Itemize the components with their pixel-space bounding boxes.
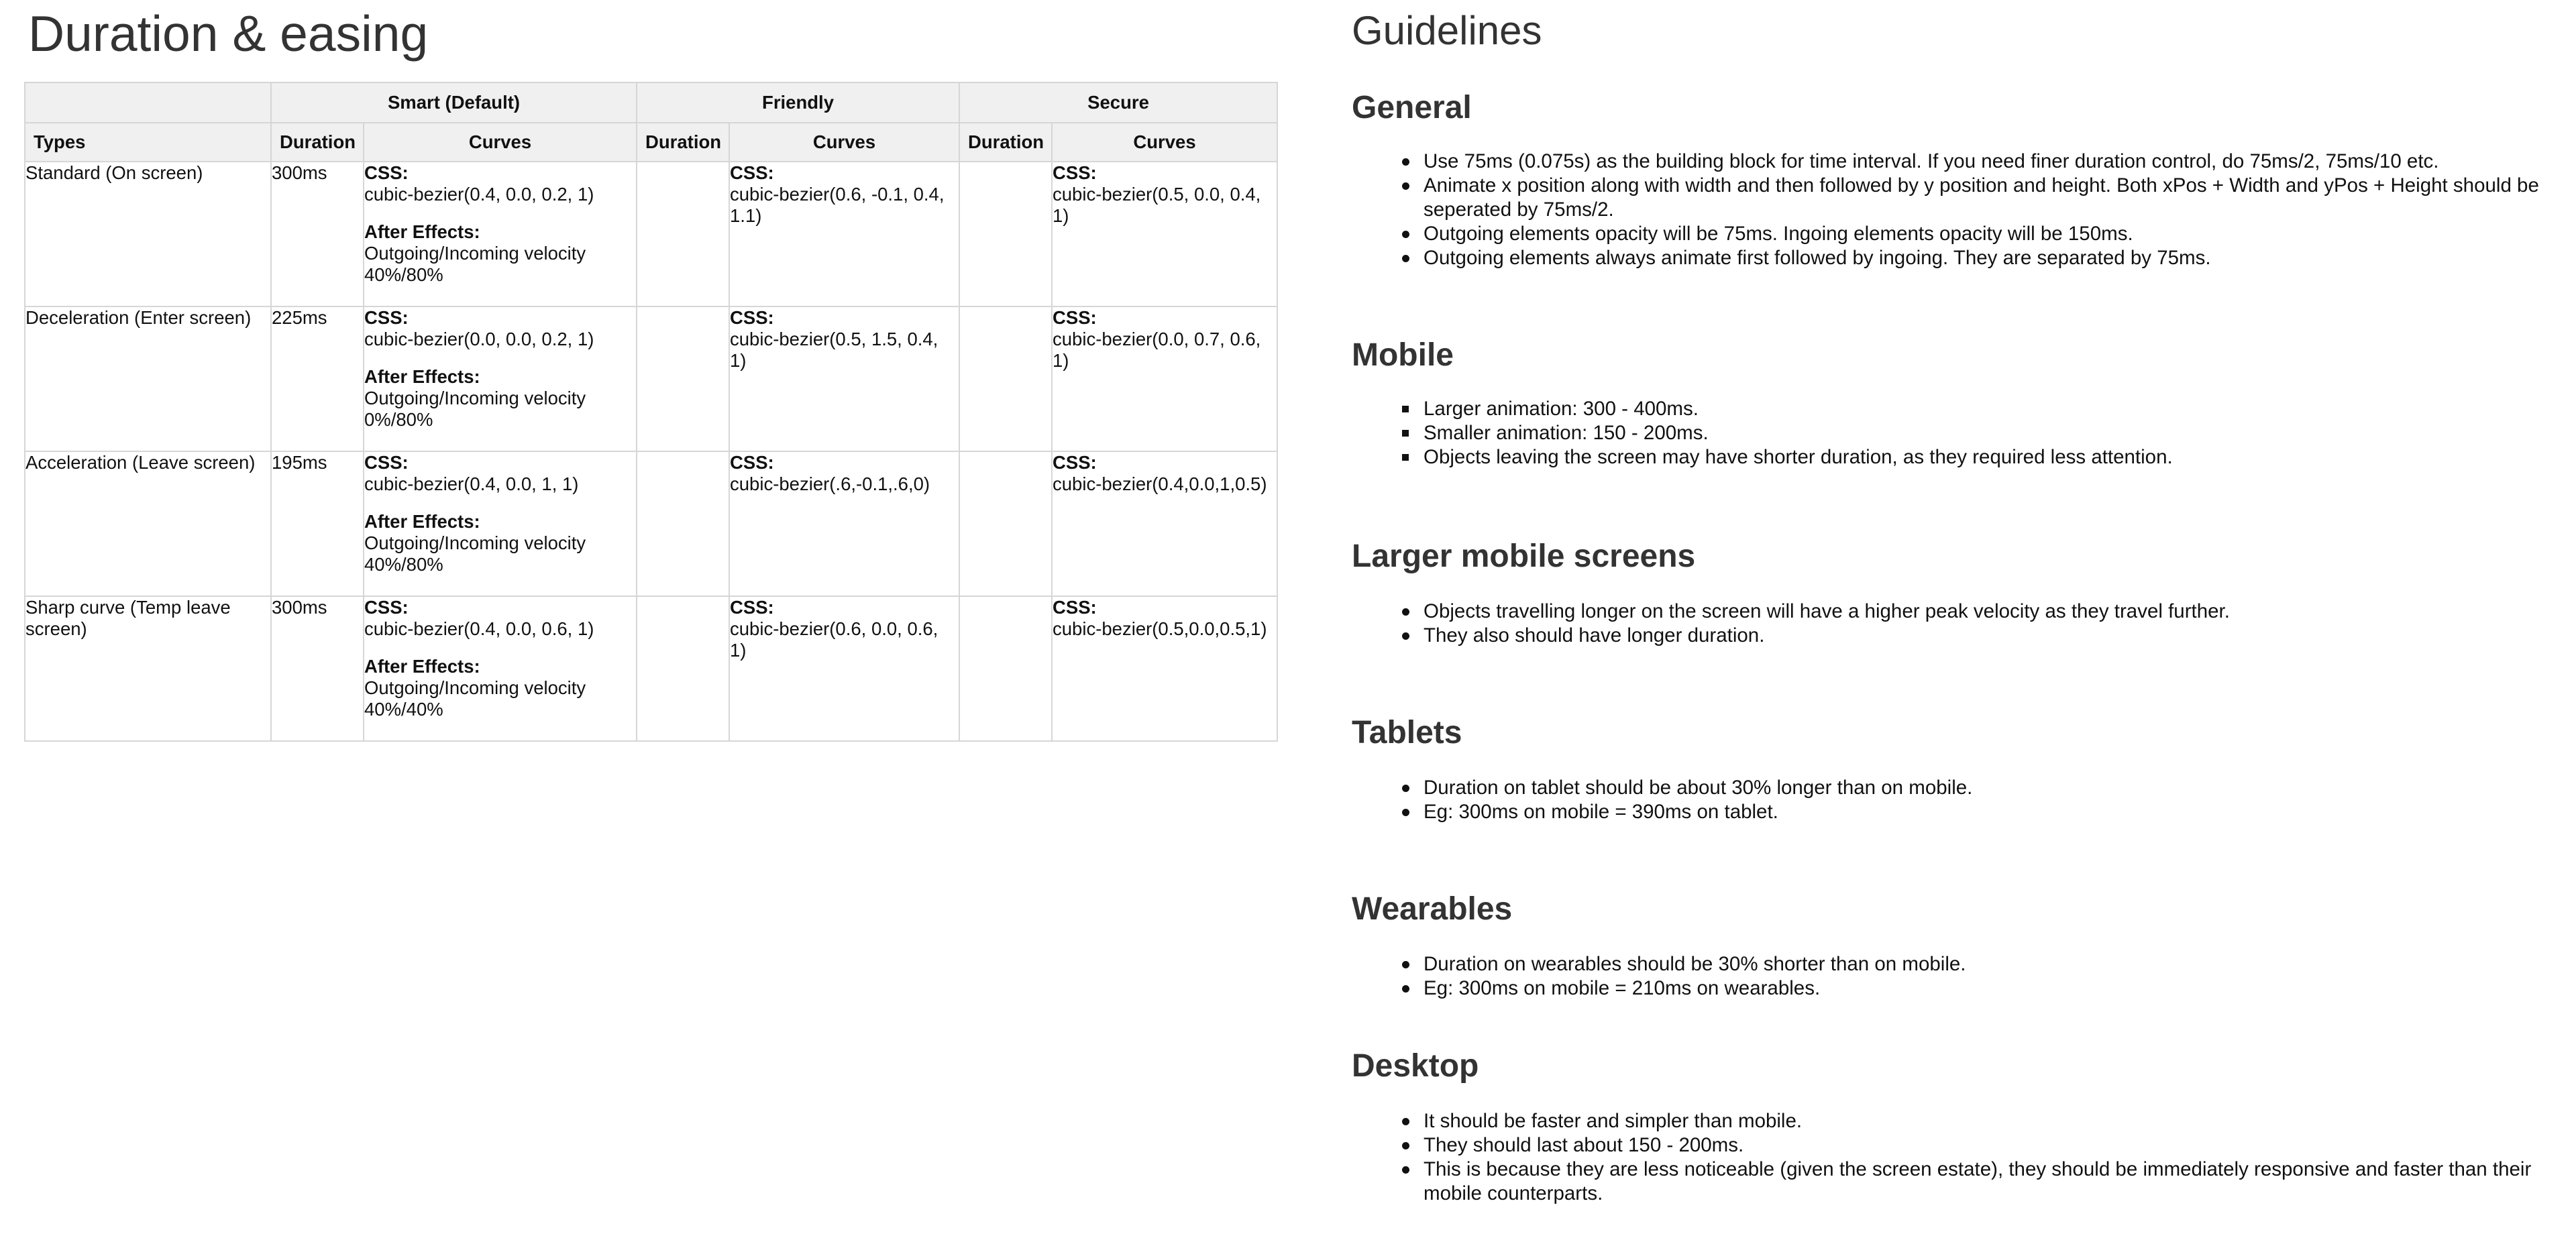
column-header-curves: Curves <box>729 123 959 162</box>
column-header-duration: Duration <box>271 123 364 162</box>
after-effects-velocity: 40%/40% <box>364 699 443 720</box>
css-value: cubic-bezier(0.5,0.0,0.5,1) <box>1053 618 1267 639</box>
bullet-icon <box>1402 785 1409 792</box>
bullet-icon <box>1402 1166 1409 1174</box>
bullet-list <box>1352 397 2559 469</box>
friendly-curves-cell <box>729 596 959 741</box>
smart-curves-cell <box>364 306 637 451</box>
secure-curves-cell <box>1052 306 1277 451</box>
square-bullet-icon <box>1402 430 1409 437</box>
secure-curves-cell <box>1052 451 1277 596</box>
css-label: CSS: <box>730 597 774 618</box>
section-heading: Wearables <box>1352 891 1513 927</box>
css-label: CSS: <box>1053 307 1097 328</box>
section-heading: Larger mobile screens <box>1352 539 1696 574</box>
page-title: Duration & easing <box>28 5 429 62</box>
bullet-icon <box>1402 608 1409 616</box>
list-item <box>1352 222 2559 246</box>
css-value: cubic-bezier(0.0, 0.0, 0.2, 1) <box>364 329 594 349</box>
table-row <box>25 596 1277 741</box>
list-item-text: Objects leaving the screen may have shorter duration, as they required less attention. <box>1424 446 2173 468</box>
section-wearables <box>1352 889 2559 1001</box>
list-item <box>1352 1158 2559 1206</box>
css-label: CSS: <box>364 307 409 328</box>
column-header-duration: Duration <box>959 123 1052 162</box>
secure-curves-cell <box>1052 162 1277 306</box>
list-item <box>1352 1133 2559 1158</box>
bullet-list <box>1352 1109 2559 1206</box>
list-item <box>1352 624 2559 648</box>
friendly-curves-cell <box>729 162 959 306</box>
list-item <box>1352 952 2559 976</box>
css-label: CSS: <box>364 162 409 183</box>
secure-curves-cell <box>1052 596 1277 741</box>
css-value: cubic-bezier(0.4, 0.0, 0.2, 1) <box>364 184 594 205</box>
css-label: CSS: <box>1053 452 1097 473</box>
list-item-text: Duration on wearables should be 30% shorter than on mobile. <box>1424 953 1966 975</box>
list-item-text: They should last about 150 - 200ms. <box>1424 1134 1744 1156</box>
secure-duration-cell <box>959 596 1052 741</box>
type-cell: Standard (On screen) <box>25 162 271 306</box>
table-row <box>25 306 1277 451</box>
list-item-text: Objects travelling longer on the screen will have a higher peak velocity as they travel further. <box>1424 600 2230 622</box>
css-label: CSS: <box>1053 597 1097 618</box>
list-item <box>1352 445 2559 469</box>
css-label: CSS: <box>364 452 409 473</box>
css-value: cubic-bezier(0.0, 0.7, 0.6, 1) <box>1053 329 1261 371</box>
css-value: cubic-bezier(0.6, 0.0, 0.6, 1) <box>730 618 938 661</box>
bullet-icon <box>1402 1118 1409 1125</box>
section-general <box>1352 88 2559 270</box>
bullet-icon <box>1402 985 1409 993</box>
list-item <box>1352 600 2559 624</box>
table-row <box>25 451 1277 596</box>
css-value: cubic-bezier(.6,-0.1,.6,0) <box>730 473 930 494</box>
list-item <box>1352 246 2559 270</box>
after-effects-label: After Effects: <box>364 511 480 532</box>
table-column-header-row <box>25 123 1277 162</box>
column-header-curves: Curves <box>1052 123 1277 162</box>
section-heading: General <box>1352 90 1472 125</box>
section-tablets <box>1352 713 2559 824</box>
bullet-icon <box>1402 231 1409 238</box>
secure-duration-cell <box>959 451 1052 596</box>
list-item-text: Outgoing elements opacity will be 75ms. Ingoing elements opacity will be 150ms. <box>1424 223 2133 245</box>
css-label: CSS: <box>364 597 409 618</box>
list-item-text: It should be faster and simpler than mobile. <box>1424 1110 1803 1132</box>
list-item <box>1352 976 2559 1001</box>
after-effects-value: Outgoing/Incoming velocity <box>364 532 586 553</box>
smart-duration-cell: 195ms <box>271 451 364 596</box>
smart-curves-cell <box>364 451 637 596</box>
css-label: CSS: <box>730 307 774 328</box>
css-value: cubic-bezier(0.6, -0.1, 0.4, 1.1) <box>730 184 945 226</box>
bullet-icon <box>1402 809 1409 816</box>
square-bullet-icon <box>1402 406 1409 412</box>
bullet-list <box>1352 150 2559 270</box>
smart-duration-cell: 225ms <box>271 306 364 451</box>
list-item <box>1352 421 2559 445</box>
bullet-list <box>1352 776 2559 824</box>
section-larger-mobile-screens <box>1352 537 2559 648</box>
list-item-text: Duration on tablet should be about 30% longer than on mobile. <box>1424 777 1973 799</box>
friendly-curves-cell <box>729 306 959 451</box>
bullet-icon <box>1402 1142 1409 1149</box>
group-header-smart: Smart (Default) <box>271 82 637 123</box>
list-item <box>1352 150 2559 174</box>
section-mobile <box>1352 335 2559 469</box>
smart-duration-cell: 300ms <box>271 162 364 306</box>
list-item <box>1352 800 2559 824</box>
list-item-text: Smaller animation: 150 - 200ms. <box>1424 422 1709 444</box>
list-item-text: Outgoing elements always animate first followed by ingoing. They are separated by 75ms. <box>1424 247 2211 269</box>
bullet-icon <box>1402 961 1409 968</box>
group-header-secure: Secure <box>959 82 1277 123</box>
css-value: cubic-bezier(0.4, 0.0, 0.6, 1) <box>364 618 594 639</box>
after-effects-velocity: 40%/80% <box>364 264 443 285</box>
section-heading: Tablets <box>1352 715 1462 750</box>
bullet-icon <box>1402 158 1409 166</box>
friendly-duration-cell <box>637 162 729 306</box>
bullet-icon <box>1402 255 1409 262</box>
secure-duration-cell <box>959 306 1052 451</box>
list-item-text: Larger animation: 300 - 400ms. <box>1424 398 1699 420</box>
list-item-text: They also should have longer duration. <box>1424 624 1765 646</box>
square-bullet-icon <box>1402 454 1409 461</box>
after-effects-value: Outgoing/Incoming velocity <box>364 388 586 408</box>
list-item-text: Eg: 300ms on mobile = 210ms on wearables. <box>1424 977 1821 999</box>
column-header-duration: Duration <box>637 123 729 162</box>
guidelines-title: Guidelines <box>1352 8 1542 53</box>
column-header-types: Types <box>25 123 271 162</box>
css-label: CSS: <box>1053 162 1097 183</box>
easing-table <box>24 82 1278 742</box>
type-cell: Sharp curve (Temp leave screen) <box>25 596 271 741</box>
css-value: cubic-bezier(0.5, 0.0, 0.4, 1) <box>1053 184 1261 226</box>
secure-duration-cell <box>959 162 1052 306</box>
list-item-text: Use 75ms (0.075s) as the building block for time interval. If you need finer duration control, do 75ms/2, 75ms/10 etc. <box>1424 150 2439 172</box>
type-cell: Acceleration (Leave screen) <box>25 451 271 596</box>
column-header-curves: Curves <box>364 123 637 162</box>
after-effects-velocity: 0%/80% <box>364 409 433 430</box>
after-effects-velocity: 40%/80% <box>364 554 443 575</box>
smart-curves-cell <box>364 596 637 741</box>
group-header-friendly: Friendly <box>637 82 959 123</box>
css-value: cubic-bezier(0.4,0.0,1,0.5) <box>1053 473 1267 494</box>
list-item-text: Animate x position along with width and then followed by y position and height. Both xPos + Width and yPos + Height should be seperated by 75ms/2. <box>1424 174 2539 221</box>
smart-curves-cell <box>364 162 637 306</box>
bullet-icon <box>1402 182 1409 190</box>
table-row <box>25 162 1277 306</box>
after-effects-label: After Effects: <box>364 656 480 677</box>
friendly-duration-cell <box>637 596 729 741</box>
list-item-text: Eg: 300ms on mobile = 390ms on tablet. <box>1424 801 1778 823</box>
list-item <box>1352 174 2559 222</box>
list-item <box>1352 1109 2559 1133</box>
bullet-icon <box>1402 632 1409 640</box>
friendly-duration-cell <box>637 451 729 596</box>
section-heading: Desktop <box>1352 1048 1479 1084</box>
bullet-list <box>1352 952 2559 1001</box>
smart-duration-cell: 300ms <box>271 596 364 741</box>
css-value: cubic-bezier(0.5, 1.5, 0.4, 1) <box>730 329 938 371</box>
type-cell: Deceleration (Enter screen) <box>25 306 271 451</box>
table-header-empty <box>25 82 271 123</box>
bullet-list <box>1352 600 2559 648</box>
css-label: CSS: <box>730 162 774 183</box>
friendly-duration-cell <box>637 306 729 451</box>
after-effects-label: After Effects: <box>364 221 480 242</box>
table-group-header-row <box>25 82 1277 123</box>
list-item <box>1352 397 2559 421</box>
list-item <box>1352 776 2559 800</box>
after-effects-label: After Effects: <box>364 366 480 387</box>
section-desktop <box>1352 1046 2559 1206</box>
css-value: cubic-bezier(0.4, 0.0, 1, 1) <box>364 473 579 494</box>
section-heading: Mobile <box>1352 337 1454 373</box>
css-label: CSS: <box>730 452 774 473</box>
after-effects-value: Outgoing/Incoming velocity <box>364 243 586 264</box>
after-effects-value: Outgoing/Incoming velocity <box>364 677 586 698</box>
list-item-text: This is because they are less noticeable (given the screen estate), they should be immediately responsive and faster than their mobile counterparts. <box>1424 1158 2532 1204</box>
friendly-curves-cell <box>729 451 959 596</box>
